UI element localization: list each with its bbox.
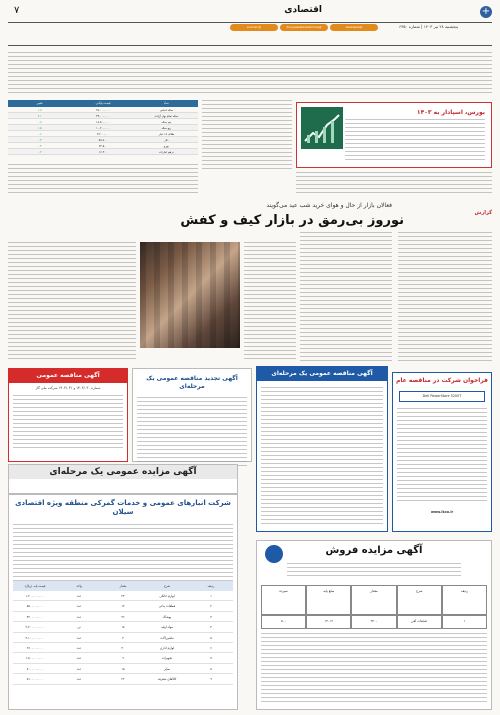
social-pill[interactable]: @asianews: [330, 24, 378, 31]
cell: سکه تمام بهار آزادی: [154, 114, 179, 118]
cell: مواد اولیه: [161, 625, 173, 630]
ad-title: آگهی مناقصه عمومی: [9, 369, 127, 383]
ad-title: فراخوان شرکت در مناقصه عام: [396, 377, 488, 384]
cell: ۰.۶: [37, 132, 42, 136]
cell: ۵: [210, 635, 212, 640]
cell: طلای ۱۸ عیار: [158, 132, 175, 136]
cell: ۸: [210, 666, 212, 671]
column-header: قیمت پایه (ریال): [24, 584, 46, 588]
cell: ۱۸: [121, 625, 125, 630]
column-header: قیمت پایانی: [95, 101, 111, 105]
table-row: [13, 612, 233, 622]
cell: عدد: [76, 604, 82, 609]
cell: ربع سکه: [161, 126, 172, 130]
box-title: بورس، اسپادار به ۱۴۰۳: [416, 109, 485, 116]
ad-title: آگهی مناقصه عمومی یک مرحله‌ای: [257, 367, 387, 381]
gas-tender-ad: [8, 368, 128, 462]
cell: ۷: [210, 656, 212, 661]
market-table: [8, 100, 198, 160]
plus-icon[interactable]: +: [481, 6, 491, 17]
cell: عدد: [76, 594, 82, 598]
cell: ۵۹,۸۰۰: [98, 138, 108, 142]
social-handles: [230, 24, 378, 31]
box-body: [345, 119, 485, 163]
customs-tender-ad: [256, 366, 388, 532]
cell: ۱: [210, 594, 212, 598]
renewal-tender-ad: [132, 368, 252, 462]
story-column: [244, 242, 296, 362]
sale-header: ردیف: [442, 585, 487, 615]
ad-body: [13, 395, 123, 451]
cell: قطعات یدکی: [158, 604, 176, 609]
ad-body: [137, 397, 247, 467]
cell: ۱۵: [121, 666, 125, 671]
sale-values: [261, 615, 487, 629]
cell: لوازم خانگی: [159, 594, 175, 598]
table-row: [13, 601, 233, 611]
cell: ۱۰,۲۰۰,۰۰۰: [96, 126, 110, 130]
byline: گزارش: [474, 210, 492, 216]
ad-body: [261, 387, 383, 527]
cell: ۲۶۰,۰۰۰,۰۰۰: [26, 645, 44, 650]
cell: عدد: [76, 677, 82, 682]
column-header: ردیف: [207, 584, 215, 588]
cell: ۲۴: [121, 594, 125, 598]
issue-date: پنجشنبه ۲۸ تیر ۱۴۰۳ | شماره ۶۳۵۰: [399, 24, 458, 29]
ad-title: آگهی مزایده عمومی یک مرحله‌ای: [9, 465, 237, 479]
social-pill[interactable]: @donyaeeqtesadonline: [280, 24, 328, 31]
sale-value: ۲۴۰۰: [351, 615, 396, 629]
page-header: [0, 0, 500, 48]
story-kicker: فعالان بازار از حال و هوای خرید شب عید می‌گویند: [266, 202, 392, 209]
ikco-tender-ad: [392, 372, 492, 532]
cell: ۱,۸۰۰,۰۰۰,۰۰۰: [25, 656, 45, 661]
auction-title-ad: [8, 464, 238, 494]
ad-title: شرکت انبارهای عمومی و خدمات گمرکی منطقه ویژه اقتصادی سیلان: [15, 499, 231, 517]
cell: ۱.۷: [37, 108, 42, 112]
cell: ۱۸,۵۰۰,۰۰۰: [96, 120, 110, 124]
cell: ۳۸,۰۰۰,۰۰۰: [96, 108, 110, 112]
sale-value: ضایعات آهن: [397, 615, 442, 629]
cell: ۳: [210, 614, 212, 619]
company-logo-icon: [265, 545, 283, 563]
cell: ۸۵۰,۰۰۰,۰۰۰: [26, 604, 44, 609]
ikco-website[interactable]: www.ikco.ir: [430, 509, 454, 514]
cell: کالاهای متفرقه: [157, 677, 177, 682]
cell: ۵۱۰,۰۰۰,۰۰۰: [26, 677, 44, 682]
social-pill[interactable]: @ecoiran: [230, 24, 278, 31]
column-header: تغییر: [36, 101, 43, 105]
cell: ۴: [210, 625, 212, 630]
cell: ۲: [210, 604, 212, 609]
cell: تجهیزات: [161, 656, 173, 661]
sale-value: ۱۴۰۱۲: [306, 615, 351, 629]
cell: ۰.۲: [37, 150, 42, 154]
cell: ۳,۲۰۰,۰۰۰: [96, 132, 110, 136]
cell: ۲.۱: [37, 114, 42, 118]
auction-table-header: [13, 581, 233, 591]
section-title: اقتصادی: [284, 5, 322, 15]
cell: ۱,۲۰۰,۰۰۰,۰۰۰: [25, 594, 45, 598]
cell: ۰.۸: [37, 120, 42, 124]
ad-body: [261, 633, 487, 705]
shoe-store-photo: [140, 242, 240, 348]
cell: عدد: [76, 645, 82, 650]
cell: درهم امارات: [158, 150, 174, 154]
market-table-header: [8, 100, 198, 107]
cell: عدد: [76, 635, 82, 640]
tender-item: Dell PowerStore 5200T: [399, 391, 485, 402]
ad-title: آگهی تجدید مناقصه عمومی یک مرحله‌ای: [146, 375, 238, 391]
cell: ۴۰: [121, 645, 125, 650]
cell: ۳,۱۰۰,۰۰۰,۰۰۰: [25, 635, 45, 640]
cell: یورو: [163, 144, 169, 148]
cell: ۱۶,۳۰۰: [98, 150, 108, 154]
ad-subtitle: شماره ۱۴۰۳/۰۳۰ و ۱۴۰۳/۰۳۱ شرکت ملی گاز: [35, 386, 101, 390]
bourse-box: [296, 102, 492, 168]
table-row: [13, 591, 233, 601]
cell: نیم سکه: [161, 120, 172, 124]
cell: ۱.۵: [37, 126, 42, 130]
table-row: [13, 633, 233, 643]
cell: ۱۲: [121, 604, 125, 609]
ad-body: [287, 563, 461, 577]
top-text-columns: [8, 52, 492, 96]
text-column: [296, 172, 492, 196]
cell: ۹: [122, 656, 124, 661]
chart-icon: [301, 107, 343, 149]
column-header: نماد: [163, 101, 169, 105]
table-row: [13, 643, 233, 653]
cell: ۶: [210, 645, 212, 650]
cell: سایر: [164, 666, 170, 671]
cell: ۰.۳: [37, 138, 42, 142]
sale-header: سپرده: [261, 585, 306, 615]
ad-title: آگهی مزایده فروش: [325, 545, 423, 556]
story-column: [300, 232, 392, 362]
sale-header: مقدار: [351, 585, 396, 615]
cell: ۷۰۰,۰۰۰,۰۰۰: [26, 666, 44, 671]
cell: دلار: [164, 138, 169, 142]
cell: پوشاک: [162, 614, 172, 619]
cell: ۲,۳۰۰,۰۰۰,۰۰۰: [25, 625, 45, 630]
story-column: [398, 232, 492, 362]
text-column: [8, 164, 198, 194]
cell: ۳۶: [121, 614, 125, 619]
table-row: [13, 664, 233, 674]
cell: ۰.۴: [37, 144, 42, 148]
ad-body: [13, 524, 233, 584]
table-row: [8, 149, 198, 155]
table-row: [13, 674, 233, 684]
cell: ۶۴,۵۰۰: [98, 144, 108, 148]
table-row: [13, 653, 233, 663]
sale-value: ۱: [442, 615, 487, 629]
sale-auction-ad: [256, 540, 492, 710]
page-number: ۷: [14, 5, 20, 16]
cell: ۴: [122, 635, 124, 640]
sale-value: ۵۰۰: [261, 615, 306, 629]
cell: ۹: [210, 677, 212, 682]
cell: لوازم اداری: [159, 645, 175, 650]
cell: ۴۲۰,۰۰۰,۰۰۰: [26, 614, 44, 619]
table-row: [13, 622, 233, 632]
story-column: [8, 242, 136, 362]
silan-auction-ad: [8, 494, 238, 710]
cell: ۳۴,۰۰۰,۰۰۰: [96, 114, 110, 118]
auction-table: [13, 581, 233, 703]
column-header: واحد: [76, 584, 82, 588]
column-header: شرح: [163, 584, 171, 588]
sale-table: [261, 585, 487, 615]
cell: عدد: [76, 614, 82, 619]
sale-header: شرح: [397, 585, 442, 615]
cell: عدد: [76, 666, 82, 671]
cell: عدد: [76, 656, 82, 661]
cell: سکه امامی: [159, 108, 173, 112]
story-headline: نوروز بی‌رمق در بازار کیف و کفش: [180, 213, 404, 228]
sale-header: مبلغ پایه: [306, 585, 351, 615]
cell: تن: [77, 625, 81, 630]
ad-body: [397, 408, 487, 504]
column-header: مقدار: [119, 584, 127, 588]
cell: ماشین‌آلات: [160, 635, 174, 640]
text-column: [202, 100, 292, 170]
cell: ۲۲: [121, 677, 125, 682]
